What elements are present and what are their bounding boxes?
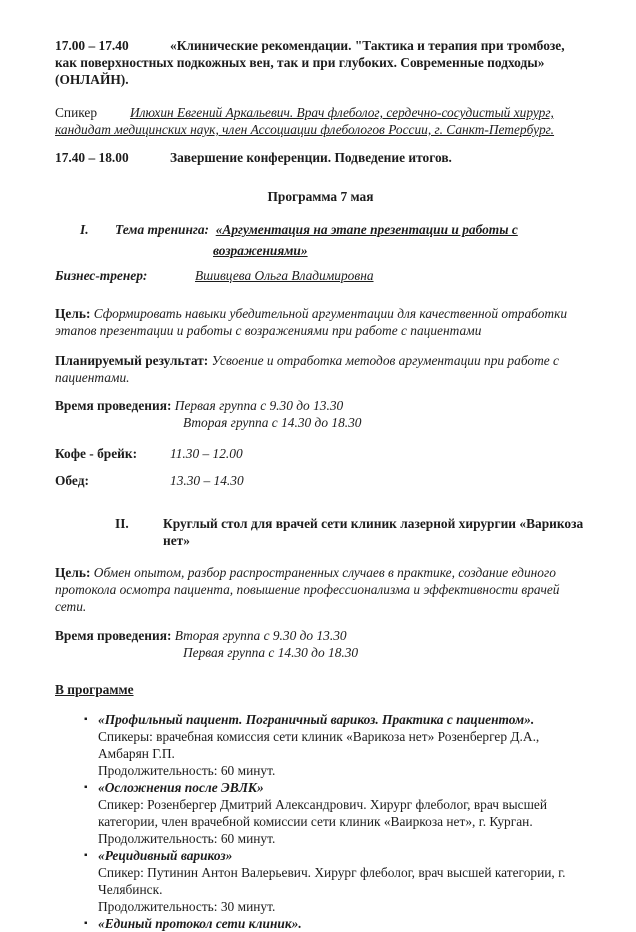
time-2-group2: Первая группа с 14.30 до 18.30 [183, 645, 359, 660]
planned-result-paragraph [55, 352, 586, 386]
training-topic: «Аргументация на этапе презентации и работы с возражениями» [213, 222, 518, 258]
session-1740-title: Завершение конференции. Подведение итогов. [170, 150, 452, 165]
lunch-time: 13.30 – 14.30 [170, 473, 244, 488]
session-1700-time: 17.00 – 17.40 [55, 38, 129, 53]
time-1-group2: Вторая группа с 14.30 до 18.30 [183, 415, 362, 430]
bullet-square-icon [84, 915, 88, 932]
time-1-group1: Первая группа с 9.30 до 13.30 [174, 398, 344, 413]
speaker-name: Илюхин Евгений Аркальевич. Врач флеболог, сердечно-сосудистый хирург, кандидат медицинских наук, член Ассоциации флебологов России, г. Санкт-Петербург. [55, 105, 555, 137]
lunch-label: Обед: [55, 473, 89, 488]
agenda-item-speakers: Спикер: Розенбергер Дмитрий Александрович. Хирург флеболог, врач высшей категории, член врачебной комиссии сети клиник «Ваиркоза нет», г. Курган. [98, 797, 548, 829]
goal-1-label: Цель: [55, 306, 91, 321]
time-2-label: Время проведения: [55, 628, 172, 643]
speaker-label: Спикер [55, 105, 98, 120]
goal-2-paragraph [55, 564, 586, 615]
bullet-square-icon [84, 847, 88, 864]
trainer-name: Вшивцева Ольга Владимировна [195, 268, 374, 283]
training-label: Тема тренинга: [115, 222, 209, 237]
planned-result-label: Планируемый результат: [55, 353, 209, 368]
lunch-paragraph [55, 472, 586, 489]
goal-1-paragraph [55, 305, 586, 339]
round-table-numeral: II. [115, 516, 129, 531]
agenda-item [55, 847, 586, 915]
planned-result-text: Усвоение и отработка методов аргументации при работе с пациентами. [55, 353, 559, 385]
session-1700 [55, 37, 586, 88]
agenda-item [55, 779, 586, 847]
coffee-break-label: Кофе - брейк: [55, 446, 138, 461]
goal-2-label: Цель: [55, 565, 91, 580]
agenda-item-title: «Рецидивный варикоз» [98, 848, 233, 863]
agenda-item-duration: Продолжительность: 60 минут. [98, 763, 276, 778]
agenda-list [55, 711, 586, 932]
coffee-break-time: 11.30 – 12.00 [170, 446, 243, 461]
round-table-heading [55, 515, 586, 549]
training-topic-paragraph [55, 219, 586, 261]
agenda-item-duration: Продолжительность: 30 минут. [98, 899, 276, 914]
program-title: Программа 7 мая [267, 189, 374, 204]
in-program-heading: В программе [55, 682, 134, 697]
bullet-square-icon [84, 779, 88, 796]
training-numeral: I. [80, 222, 89, 237]
session-1740 [55, 149, 586, 166]
time-2-paragraph [55, 627, 586, 661]
coffee-break-paragraph [55, 445, 586, 462]
trainer-label: Бизнес-тренер: [55, 268, 148, 283]
session-1740-time: 17.40 – 18.00 [55, 150, 129, 165]
agenda-item-speakers: Спикеры: врачебная комиссия сети клиник «Варикоза нет» Розенбергер Д.А., Амбарян Г.П. [98, 729, 540, 761]
agenda-item-title: «Осложнения после ЭВЛК» [98, 780, 264, 795]
goal-1-text: Сформировать навыки убедительной аргументации для качественной отработки этапов презентации и работы с возражениями при работе с пациентами [55, 306, 568, 338]
time-2-group1: Вторая группа с 9.30 до 13.30 [174, 628, 347, 643]
goal-2-text: Обмен опытом, разбор распространенных случаев в практике, создание единого протокола осмотра пациента, повышение профессионализма и эффективности врачей сети. [55, 565, 560, 614]
speaker-paragraph [55, 104, 586, 138]
time-1-label: Время проведения: [55, 398, 172, 413]
agenda-item-speakers: Спикер: Путинин Антон Валерьевич. Хирург флеболог, врач высшей категории, г. Челябинск. [98, 865, 566, 897]
agenda-item [55, 915, 586, 932]
trainer-paragraph [55, 267, 586, 284]
time-2-line1-row [55, 627, 586, 644]
time-1-paragraph [55, 397, 586, 431]
agenda-item-title: «Профильный пациент. Пограничный варикоз. Практика с пациентом». [98, 712, 535, 727]
round-table-title: Круглый стол для врачей сети клиник лазерной хирургии «Варикоза нет» [163, 516, 584, 548]
session-1700-title: «Клинические рекомендации. "Тактика и терапия при тромбозе, как поверхностных подкожных вен, так и при глубоких. Современные подходы» (ОНЛАЙН). [55, 38, 565, 87]
agenda-item [55, 711, 586, 779]
agenda-item-duration: Продолжительность: 60 минут. [98, 831, 276, 846]
time-1-line1-row [55, 397, 586, 414]
bullet-square-icon [84, 711, 88, 728]
agenda-item-title: «Единый протокол сети клиник». [98, 916, 302, 931]
